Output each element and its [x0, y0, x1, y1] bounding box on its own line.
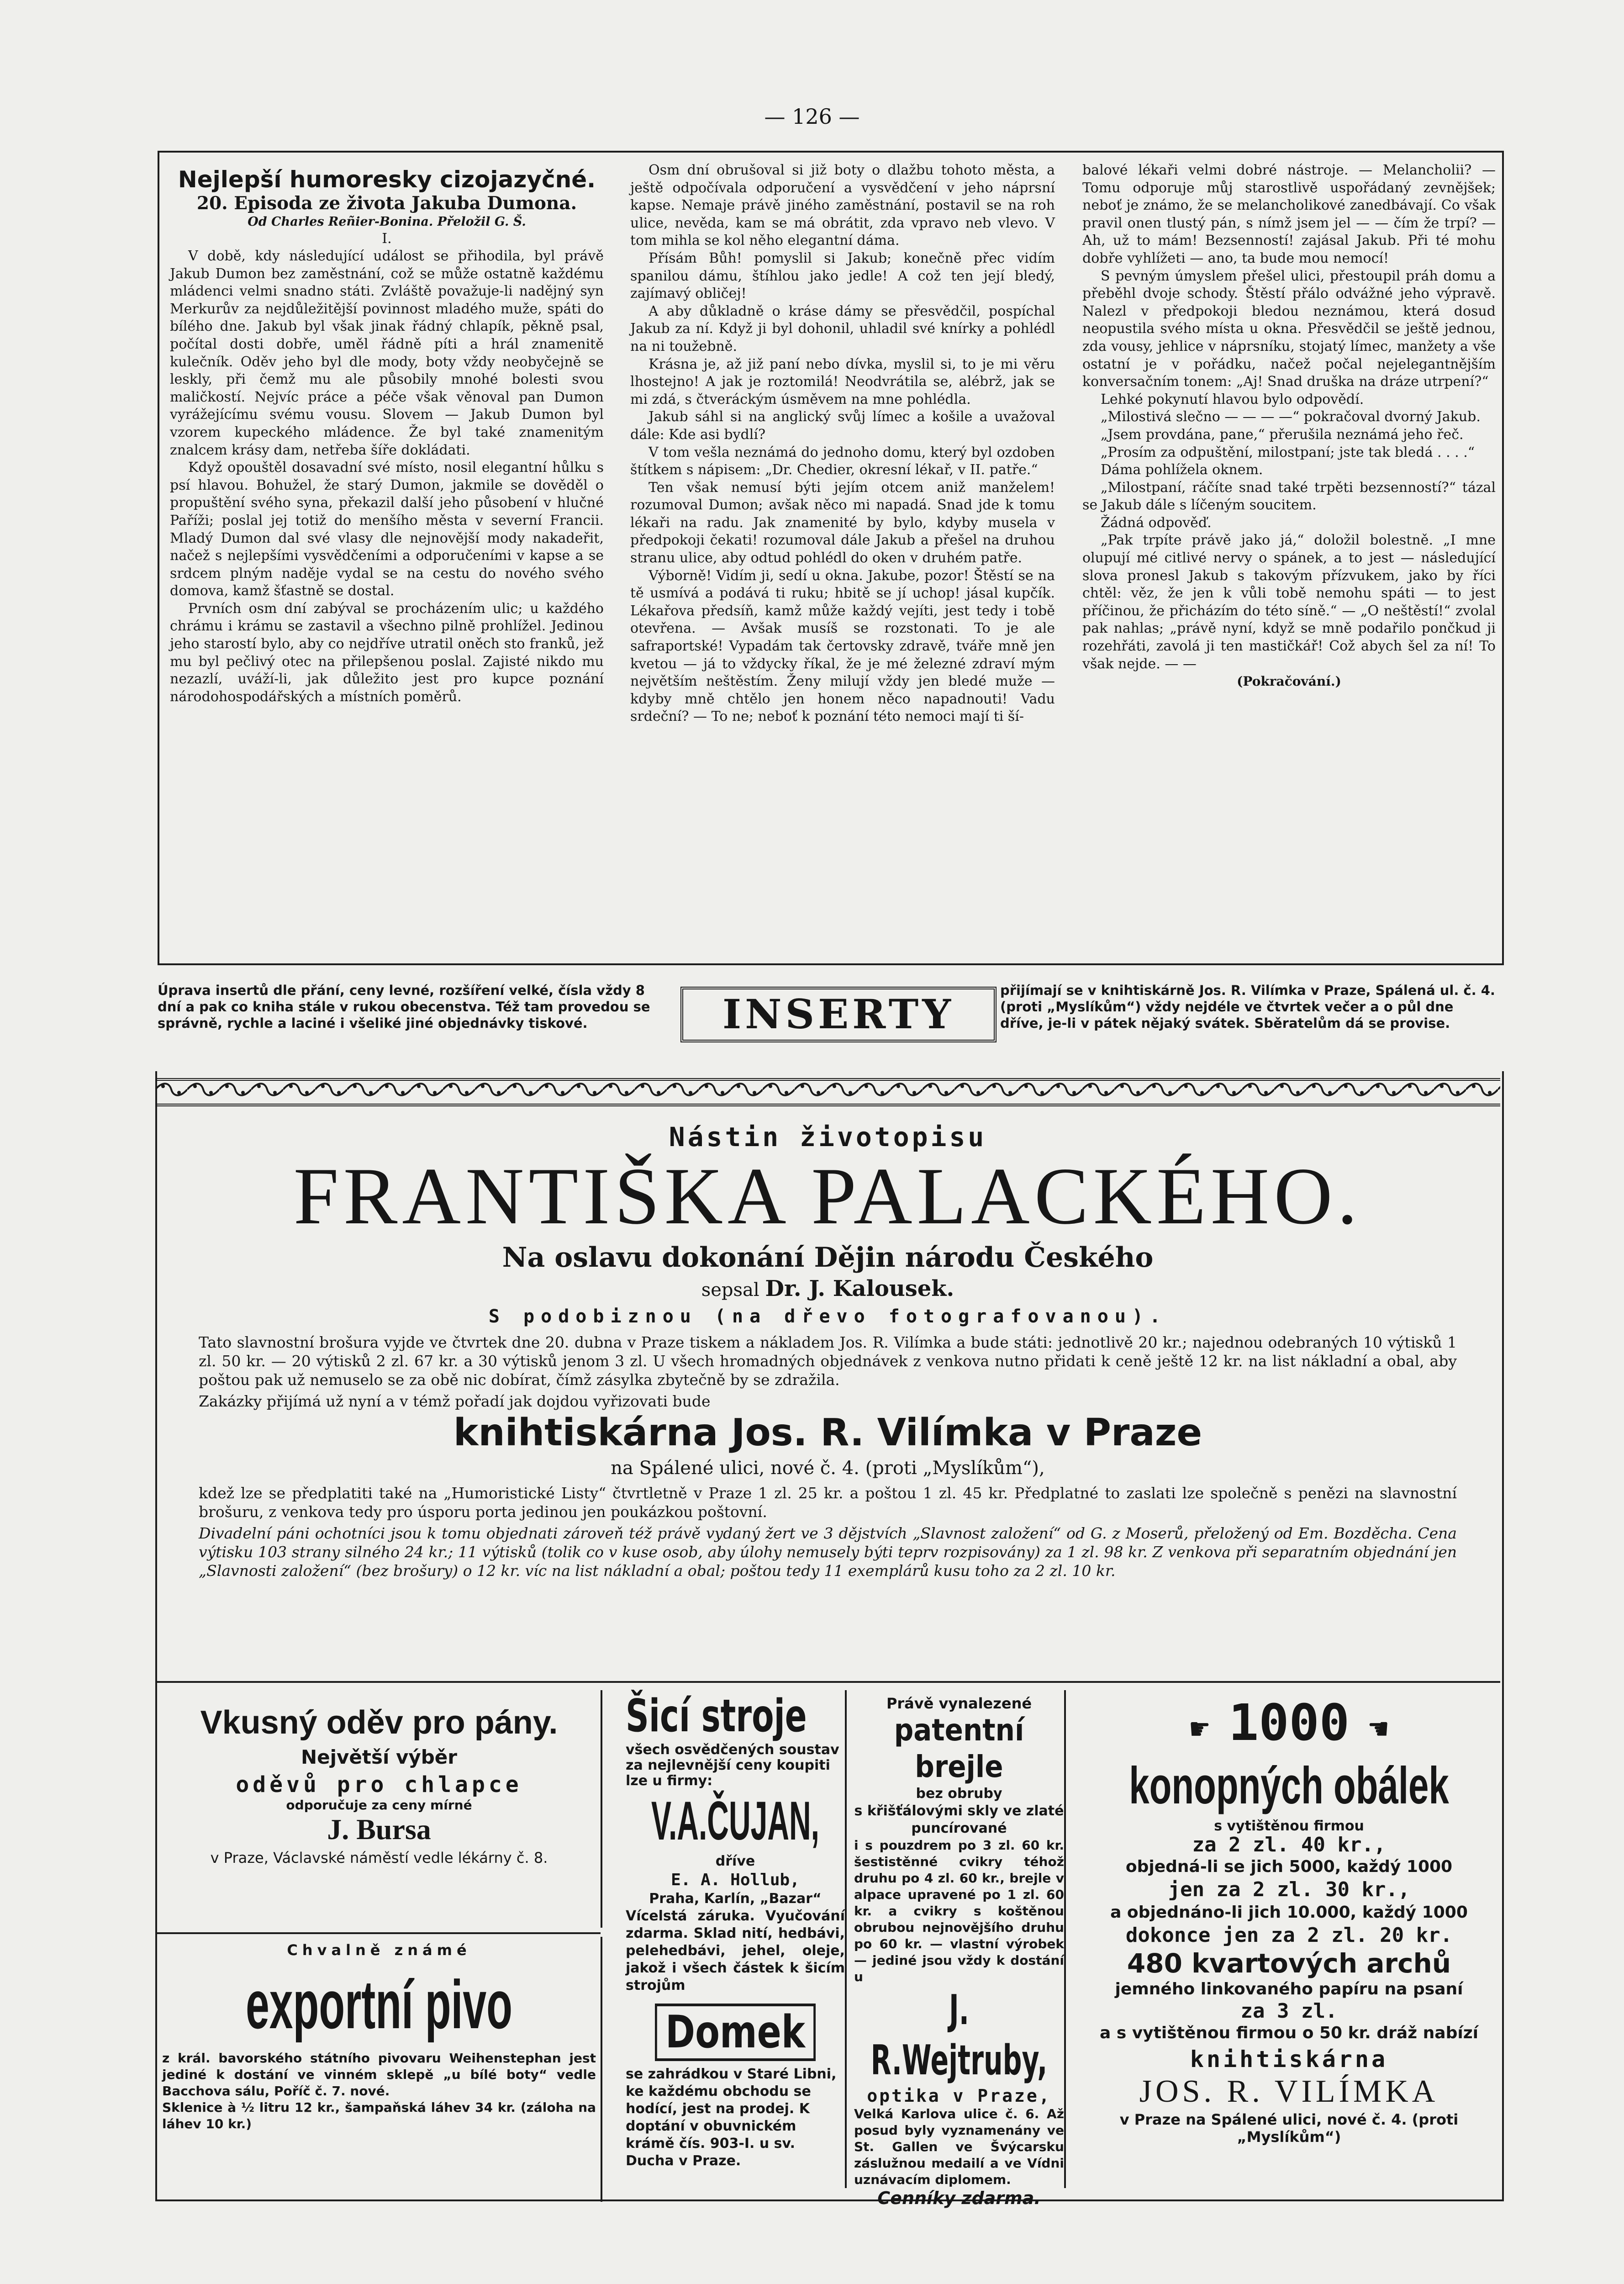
envelopes-line: s vytištěnou firmou: [1214, 1818, 1364, 1834]
paragraph: Dáma pohlížela oknem.: [1101, 462, 1263, 478]
inserty-heading: INSERTY: [680, 987, 997, 1042]
envelopes-price: dokonce jen za 2 zl. 20 kr.: [1125, 1924, 1453, 1947]
beer-text: z král. bavorského státního pivovaru Weihenstephan jest jediné k dostání ve vinném sklepě „u bílé boty“ vedle Bacchova sálu, Poříč č. 7. nové.: [162, 2051, 596, 2099]
page-number: — 126 —: [764, 104, 860, 129]
continued-note: (Pokračování.): [1237, 674, 1341, 689]
paragraph: Ten však nemusí býti jejím otcem aniž manželem! rozumoval Dumon; avšak něco mi napadá. Snad jde k tomu lékaři na radu. Jak znamenité by bylo, kdyby musela v předpokoji čekati! rozumoval dále Jakub a přešel na druhou stranu ulice, aby odtud pohlédl do oken v druhém patře.: [630, 479, 1055, 566]
wejtruba-text: i s pouzdrem po 3 zl. 60 kr. šestistěnné cvikry téhož druhu po 4 zl. 60 kr., brejle v alpace upravené po 1 zl. 60 kr. a cvikry s koštěnou obrubou nejnovějšího druhu po 60 kr. — vlastní výrobek — jediné jsou vždy k dostání u: [854, 1838, 1064, 1984]
ad-printer-name: knihtiskárna Jos. R. Vilímka v Praze: [453, 1411, 1202, 1454]
beer-advert: [158, 1937, 602, 2202]
byline-prefix: sepsal: [701, 1279, 759, 1301]
ad-overline: Nástin životopisu: [669, 1121, 987, 1153]
ad-byline: [155, 1276, 1500, 1303]
printer-address: v Praze na Spálené ulici, nové č. 4. (proti „Myslíkům“): [1119, 2111, 1459, 2146]
byline-author: Dr. J. Kalousek.: [765, 1276, 954, 1301]
wejtruba-text: Velká Karlova ulice č. 6. Až posud byly vyznamenány ve St. Gallen ve Švýcarsku záslužnou medailí a ve Vídni uznávacím diplomem.: [854, 2106, 1064, 2187]
bursa-advert: [158, 1690, 602, 1928]
paragraph: Přísám Bůh! pomyslil si Jakub; konečně přec vidím spanilou dámu, štíhlou jako jedle! A což ten její bledý, zajímavý obličej!: [630, 250, 1055, 302]
cujan-line: dříve: [715, 1853, 755, 1869]
wejtruba-catalog: Cenníky zdarma.: [877, 2188, 1041, 2208]
cujan-text: všech osvědčených soustav za nejlevnější ceny koupiti lze u firmy:: [626, 1742, 839, 1789]
paragraph: Jakub sáhl si na anglický svůj límec a košile a uvažoval dále: Kde asi bydlí?: [630, 409, 1055, 443]
envelopes-line: objedná-li se jich 5000, každý 1000: [1125, 1857, 1453, 1876]
ad-paragraph: Zakázky přijímá už nyní a v témž pořadí jak dojdou vyřizovati bude: [199, 1392, 711, 1410]
cujan-advert: [626, 1690, 847, 2188]
ad-paragraph: Tato slavnostní brošura vyjde ve čtvrtek dne 20. dubna v Praze tiskem a nákladem Jos. R. Vilímka a bude státi: jednotlivě 20 kr.; najednou odebraných 10 výtisků 1 zl. 50 kr. — 20 výtisků 2 zl. 67 kr. a 30 výtisků jenom 3 zl. U všech hromadných objednávek z venkova nutno přidati k ceně ještě 12 kr. na list nákladní a obal, aby poštou pak už nemuselo se za obě nic dobírat, čímž zásylka zbytečně by se zdražila.: [199, 1333, 1457, 1389]
paragraph: „Prosím za odpuštění, milostpaní; jste tak bledá . . . .“: [1101, 444, 1475, 460]
envelopes-line: a s vytištěnou firmou o 50 kr. dráž nabízí: [1100, 2024, 1478, 2042]
wejtruba-advert: [854, 1690, 1066, 2208]
story-column-2: [630, 162, 1055, 943]
scroll-ornament-icon: [155, 1081, 1500, 1098]
envelopes-price: jen za 2 zl. 30 kr.,: [1168, 1878, 1410, 1901]
paragraph: V době, kdy následující událost se přihodila, byl právě Jakub Dumon bez zaměstnání, což se může ostatně každému mládenci velmi snadno státi. Zvláště považuje-li nadějný syn Merkurův za nejdůležitější povinnost mladého muže, spáti do bílého dne. Jakub byl však jinak řádný chlapík, pěkně psal, počítal dosti dobře, uměl řádně píti a hrál znamenitě kulečník. Oděv jeho byl dle mody, boty vždy neobyčejně se leskly, při čemž mu ale působily mnohé bolesti svou maličkostí. Nejvíc práce a péče však věnoval pan Dumon vyrážejícímu svému vousu. Slovem — Jakub Dumon byl vzorem kupeckého mládence. Že byl také znamenitým znalcem krásy dam, netřeba šíře dokládati.: [170, 248, 604, 458]
envelopes-advert: [1078, 1690, 1500, 2188]
pointing-hand-icon: ☛: [1190, 1710, 1229, 1748]
paragraph: „Milostivá slečno — — — —“ pokračoval dvorný Jakub.: [1101, 409, 1481, 425]
envelopes-line: jemného linkovaného papíru na psaní: [1115, 1980, 1463, 1998]
paragraph: V tom vešla neznámá do jednoho domu, který byl ozdoben štítkem s nápisem: „Dr. Chedier, okresní lékař, v II. patře.“: [630, 444, 1055, 478]
paragraph: Lehké pokynutí hlavou bylo odpovědí.: [1101, 391, 1364, 407]
beer-title: exportní pivo: [246, 1966, 512, 2043]
printer-label: knihtiskárna: [1190, 2046, 1388, 2073]
paragraph: Prvních osm dní zabýval se procházením ulic; u každého chrámu i krámu se zastavil a všechno pilně prohlížel. Jedinou jeho starostí bylo, aby co nejdříve utratil oněch sto franků, jež mu byl pečlivý otec na přilepšenou poslal. Zajisté nikdo mu nezazlí, uváží-li, jak důležito jest pro kupce poznání národohospodářských a místních poměrů.: [170, 600, 604, 705]
bursa-name: J. Bursa: [327, 1813, 431, 1845]
ad-printer-address: na Spálené ulici, nové č. 4. (proti „Myslíkům“),: [611, 1458, 1045, 1479]
bursa-line: oděvů pro chlapce: [236, 1772, 522, 1798]
domek-text: se zahrádkou v Staré Libni, ke každému obchodu se hodící, jest na prodej. K doptání v obuvnickém krámě čís. 903-I. u sv. Ducha v Praze.: [626, 2066, 837, 2169]
paper-price: za 3 zl.: [1240, 1999, 1338, 2023]
paragraph: Krásna je, až již paní nebo dívka, myslil si, to je mi věru lhostejno! A jak je roztomilá! Neodvrátila se, alébrž, jak se mi zdá, s čtveráckým úsměvem na mne pohlédla.: [630, 356, 1055, 407]
cujan-title: Šicí stroje: [626, 1690, 807, 1742]
ads-divider: [155, 1932, 601, 1934]
cujan-address: Praha, Karlín, „Bazar“: [649, 1891, 822, 1907]
ad-subheadline: Na oslavu dokonání Dějin národu Českého: [502, 1242, 1154, 1274]
wejtruba-line: s křišťálovými skly ve zlaté puncírované: [854, 1803, 1064, 1836]
envelopes-quantity-number: 1000: [1229, 1693, 1350, 1752]
bursa-address: v Praze, Václavské náměstí vedle lékárny č. 8.: [210, 1849, 548, 1866]
paragraph: „Jsem provdána, pane,“ přerušila neznámá jeho řeč.: [1101, 426, 1464, 443]
envelopes-quantity: [1078, 1693, 1500, 1754]
beer-overline: Chvalně známé: [287, 1941, 471, 1959]
story-series-title: Nejlepší humoresky cizojazyčné.: [178, 166, 596, 193]
wejtruba-name: J. R.Wejtruby,: [870, 1986, 1048, 2084]
bursa-line: odporučuje za ceny mírné: [286, 1798, 472, 1813]
story-column-3: [1082, 162, 1496, 943]
ad-paragraph: kdež lze se předplatiti také na „Humoristické Listy“ čtvrtletně v Praze 1 zl. 25 kr. a poštou 1 zl. 45 kr. Předplatné to zaslati lze společně s penězi na slavnostní brošuru, z venkova tedy pro úsporu porta jedinou jen poukázkou poštovní.: [199, 1484, 1457, 1521]
envelopes-price: za 2 zl. 40 kr.,: [1192, 1833, 1386, 1856]
cujan-text: Vícelstá záruka. Vyučování zdarma. Sklad nití, hedbávi, pelehedbávi, jehel, oleje, jakož i všech částek k šicím strojům: [626, 1908, 845, 1993]
envelopes-line: a objednáno-li jich 10.000, každý 1000: [1110, 1903, 1468, 1922]
story-chapter: I.: [382, 231, 392, 247]
wejtruba-title: patentní brejle: [894, 1713, 1024, 1784]
paragraph: A aby důkladně o kráse dámy se přesvědčil, pospíchal Jakub za ní. Když ji byl dohonil, uhladil své knírky a pohlédl na ni toužebně.: [630, 303, 1055, 354]
wejtruba-line: bez obruby: [916, 1786, 1002, 1802]
paragraph: Když opouštěl dosavadní své místo, nosil elegantní hůlku s psí hlavou. Bohužel, že starý Dumon, jakmile se dověděl o propuštění svého syna, překazil další jeho působení v hlučné Paříži; poslal jej totiž do menšího města v severní Francii. Mladý Dumon dal své vlasy dle nejnovější mody nakadeřit, načež s nejlepšími vysvědčeními a odporučeními v kapse a se srdcem plným naděje vydal se na cestu do nového svého domova, kamž šťastně se dostal.: [170, 460, 604, 599]
wejtruba-line: Právě vynalezené: [886, 1695, 1032, 1712]
story-column-1: [170, 162, 604, 943]
ad-portrait-note: S podobiznou (na dřevo fotografovanou).: [488, 1306, 1167, 1327]
ads-divider: [155, 1681, 1500, 1683]
paragraph: balové lékaři velmi dobré nástroje. — Melancholii? — Tomu odporuje můj starostlivě uspořádaný zevnějšek; neboť je známo, že se melancholikové zanedbávají. Co však pravil onen tlustý pán, s nímž jsem jel — — čím že trpí? — Ah, už to mám! Bezsenností! zajásal Jakub. Při té mohu dobře vyhlížeti — ano, ta bude mou nemocí!: [1082, 162, 1496, 266]
paragraph: Žádná odpověď.: [1101, 514, 1212, 531]
beer-price: Sklenice à ½ litru 12 kr., šampaňská láhev 34 kr. (záloha na láhev 10 kr.): [162, 2100, 596, 2131]
bursa-line: Největší výběr: [301, 1746, 457, 1768]
paragraph: Výborně! Vidím ji, sedí u okna. Jakube, pozor! Štěstí se na tě usmívá a podává ti ruku; hbitě se jí uchop! jásal kupčík. Lékařova předsíň, kamž může každý vejíti, jest tedy i tobě otevřena. — Avšak musíš se rozstonati. To je ale safraportské! Vypadám tak čertovsky zdravě, tváře mně jen kvetou — já to vždycky říkal, že je mé železné zdraví mým největším neštěstím. Ženy milují vždy jen bledé muže — kdyby mně chtělo jen honem něco napadnouti! Vadu srdeční? — To ne; neboť k poznání této nemoci mají ti ší-: [630, 567, 1055, 725]
printer-name: JOS. R. VILÍMKA: [1139, 2074, 1439, 2109]
paragraph: „Pak trpíte právě jako já,“ doložil bolestně. „I mne olupují mé citlivé nervy o spánek, a to jest — následující slova pronesl Jakub s takovým přízvukem, jako by říci chtěl: věz, že jen k vůli tobě nemohu spáti — to jest příčinou, že přicházím do této síně.“ — „O neštěstí!“ zvolal pak nahlas; „právě nyní, když se mně podařilo pončkud ji rozehřáti, zavolá ji ten mastičkář! Což abych šel za ní! To však nejde. — —: [1082, 532, 1496, 672]
paragraph: „Milostpaní, ráčíte snad také trpěti bezsenností?“ tázal se Jakub dále s líčeným soucitem.: [1082, 479, 1496, 513]
wejtruba-line: optika v Praze,: [867, 2086, 1051, 2106]
paper-offer: 480 kvartových archů: [1127, 1948, 1451, 1979]
cujan-name: V.A.ČUJAN,: [651, 1790, 820, 1851]
bursa-title: Vkusný oděv pro pány.: [200, 1704, 558, 1741]
pointing-hand-icon: ☚: [1349, 1710, 1388, 1748]
palacky-advert: [155, 1108, 1500, 1656]
story-author: Od Charles Reñier-Bonina. Přeložil G. Š.: [248, 215, 526, 229]
ad-paragraph: Divadelní páni ochotníci jsou k tomu objednati zároveň též právě vydaný žert ve 3 dějstvích „Slavnost založení“ od G. z Moserů, přeložený od Em. Bozděcha. Cena výtisku 103 strany silného 24 kr.; 11 výtisků (tolik co v kuse osob, aby úlohy nemusely býti teprv rozpisovány) za 1 zl. 98 kr. Z venkova při separatním objednání jen „Slavnosti založení“ (bez brošury) o 12 kr. víc na list nákladní a obal; poštou tedy 11 exemplárů kusu toho za 2 zl. 10 kr.: [199, 1524, 1457, 1580]
paragraph: S pevným úmyslem přešel ulici, přestoupil práh domu a přeběhl dvoje schody. Štěstí přálo odvážné jeho výpravě. Nalezl v předpokoji bledou neznámou, která dosud neopustila svého místa u okna. Přesvědčil se ještě jednou, zda vousy, jehlice v náprsníku, stojatý límec, manžety a vše ostatní je v pořádku, načež počal nejelegantnějším konversačním tonem: „Aj! Snad druška na dráze utrpení?“: [1082, 268, 1496, 390]
envelopes-title: konopných obálek: [1129, 1757, 1449, 1815]
story-title: 20. Episoda ze života Jakuba Dumona.: [196, 193, 577, 214]
ornamental-border: [155, 1078, 1500, 1106]
inserty-right-note: přijímají se v knihtiskárně Jos. R. Vilímka v Praze, Spálená ul. č. 4. (proti „Myslíkům“) vždy nejdéle ve čtvrtek večer a o půl dne dříve, je-li v pátek nějaký svátek. Sběratelům dá se provise.: [1000, 983, 1495, 1031]
ad-headline: FRANTIŠKA PALACKÉHO.: [293, 1151, 1362, 1241]
cujan-former-name: E. A. Hollub,: [671, 1871, 800, 1889]
inserty-left-note: Úprava insertů dle přání, ceny levné, rozšíření velké, čísla vždy 8 dní a pak co kniha stále v rukou obecenstva. Též tam provedou se správně, rychle a laciné i všeliké jiné objednávky tiskové.: [158, 983, 650, 1031]
domek-title: Domek: [655, 2004, 816, 2061]
paragraph: Osm dní obrušoval si již boty o dlažbu tohoto města, a ještě odpočívala odporučení a vysvědčení v jeho náprsní kapse. Nemaje právě jiného zaměstnání, postavil se na roh ulice, nevěda, kam se má obrátit, zda vpravo neb vlevo. V tom mihla se kol něho elegantní dáma.: [630, 162, 1055, 249]
